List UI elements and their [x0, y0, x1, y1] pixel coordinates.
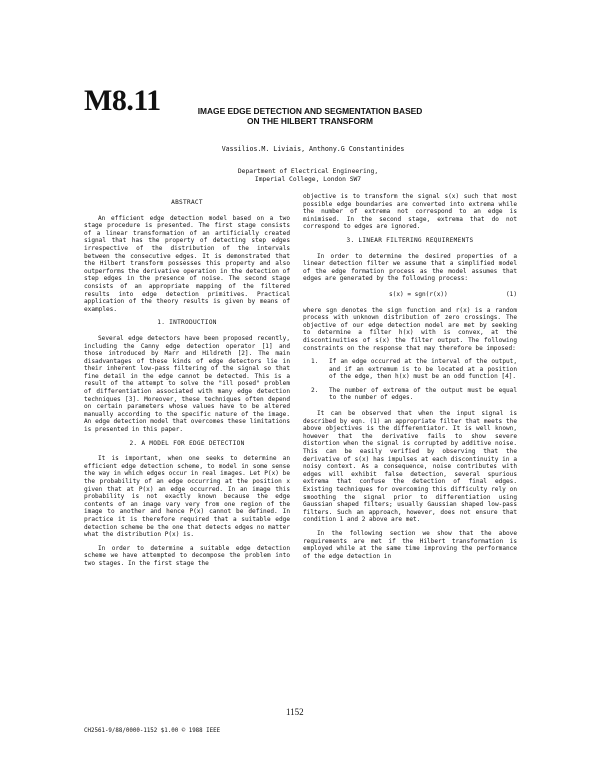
equation-number: (1): [505, 290, 517, 298]
affiliation: [208, 168, 408, 184]
list-item: [303, 358, 517, 381]
continued-paragraph: objective is to transform the signal s(x) such that most possible edge boundaries are converted into extrema while the number of extrema not correspond to an edge is minimised. In the second stage, extrema that do not correspond to edges are ignored.: [303, 193, 517, 231]
list-item-text: The number of extrema of the output must be equal to the number of edges.: [329, 386, 517, 402]
model-paragraph-2: In order to determine a suitable edge detection scheme we have attempted to decompose the problem into two stages. In the first stage the: [84, 544, 290, 567]
page-number: 1152: [286, 707, 304, 717]
list-item-text: If an edge occurred at the interval of the output, and if an extremum is to be located at a position of the edge, then h(x) must be an odd function [4].: [329, 358, 517, 381]
constraints-list: [303, 358, 517, 402]
session-code: M8.11: [84, 84, 161, 117]
list-item-number: 1.: [311, 358, 319, 366]
filtering-heading: 3. LINEAR FILTERING REQUIREMENTS: [346, 236, 474, 244]
introduction-heading: 1. INTRODUCTION: [157, 319, 217, 327]
abstract-heading: ABSTRACT: [171, 199, 203, 206]
filtering-paragraph-4: In the following section we show that the above requirements are met if the Hilbert transformation is employed while at the same time improving the performance of the edge detection in: [303, 529, 517, 560]
filtering-paragraph-1: In order to determine the desired properties of a linear detection filter we assume that a simplified model of the edge formation process as the model assumes that edges are generated by the following process:: [303, 252, 517, 283]
introduction-paragraph: Several edge detectors have been proposed recently, including the Canny edge detection operator [1] and those introduced by Marr and Hildreth [2]. The main disadvantages of these kinds of edge detectors lie in their inherent low-pass filtering of the signal so that fine detail in the edge cannot be detected. This is a result of the attempt to solve the "ill posed" problem of differentiation associated with many edge detection techniques [3]. Moreover, these techniques often depend on certain parameters whose values have to be altered manually according to the specific nature of the image. An edge detection model that overcomes these limitations is presented in this paper.: [84, 334, 290, 434]
affiliation-line-1: Department of Electrical Engineering,: [237, 168, 379, 175]
abstract-paragraph: An efficient edge detection model based on a two stage procedure is presented. The first stage consists of a linear transformation of an artificially created signal that has the property of detecting step edges irrespective of the distribution of the intervals between the consecutive edges. It is demonstrated that the Hilbert transform possesses this property and also outperforms the derivative operation in the detection of step edges in the presence of noise. The second stage consists of an appropriate mapping of the filtered results into edge detection primitives. Practical application of the theory results is given by means of examples.: [84, 214, 290, 313]
paper-title: [150, 106, 470, 126]
left-column: [84, 193, 290, 574]
copyright-line: CH2561-9/88/0000-1152 $1.00 © 1988 IEEE: [84, 728, 221, 734]
list-item: [303, 387, 517, 402]
model-heading: 2. A MODEL FOR EDGE DETECTION: [129, 439, 245, 447]
filtering-paragraph-2: where sgn denotes the sign function and r(x) is a random process with unknown distribution of zero crossings. The objective of our edge detection model are met by seeking to determine a filter h(x) with is convex, at the discontinuities of s(x) the filter output. The following constraints on the response that may therefore be imposed:: [303, 306, 517, 352]
title-line-1: IMAGE EDGE DETECTION AND SEGMENTATION BASED: [197, 106, 423, 116]
model-paragraph-1: It is important, when one seeks to determine an efficient edge detection scheme, to model in some sense the way in which edges occur in real images. Let P(x) be the probability of an edge occurring at the position x given that at P(x) an edge occurred. In an image this probability is not exactly known because the edge contents of an image vary very from one region of the image to another and hence P(x) cannot be defined. In practice it is therefore required that a suitable edge detection scheme be the one that detects edges no matter what the distribution P(x) is.: [84, 455, 290, 539]
authors: Vassilios.M. Liviais, Anthony.G Constantinides: [221, 145, 405, 153]
filtering-paragraph-3: It can be observed that when the input signal is described by eqn. (1) an appropriate filter that meets the above objectives is the differentiator. It is well known, however that the derivative fails to show severe distortion when the signal is corrupted by additive noise. This can be easily verified by observing that the derivative of s(x) has impulses at each discontinuity in a noisy context. As a consequence, noise contributes with edges will exhibit false detection, several spurious extrema that confuse the detection of final edges. Existing techniques for overcoming this difficulty rely on smoothing the signal prior to differentiation using Gaussian shaped filters; usually Gaussian shaped low-pass filters. Such an approach, however, does not ensure that condition 1 and 2 above are met.: [303, 410, 517, 524]
affiliation-line-2: Imperial College, London SW7: [254, 176, 362, 183]
list-item-number: 2.: [311, 386, 319, 394]
right-column: [303, 193, 517, 566]
equation-body: s(x) = sgn(r(x)): [389, 290, 448, 298]
equation-1: [303, 291, 517, 299]
title-line-2: ON THE HILBERT TRANSFORM: [246, 116, 374, 126]
